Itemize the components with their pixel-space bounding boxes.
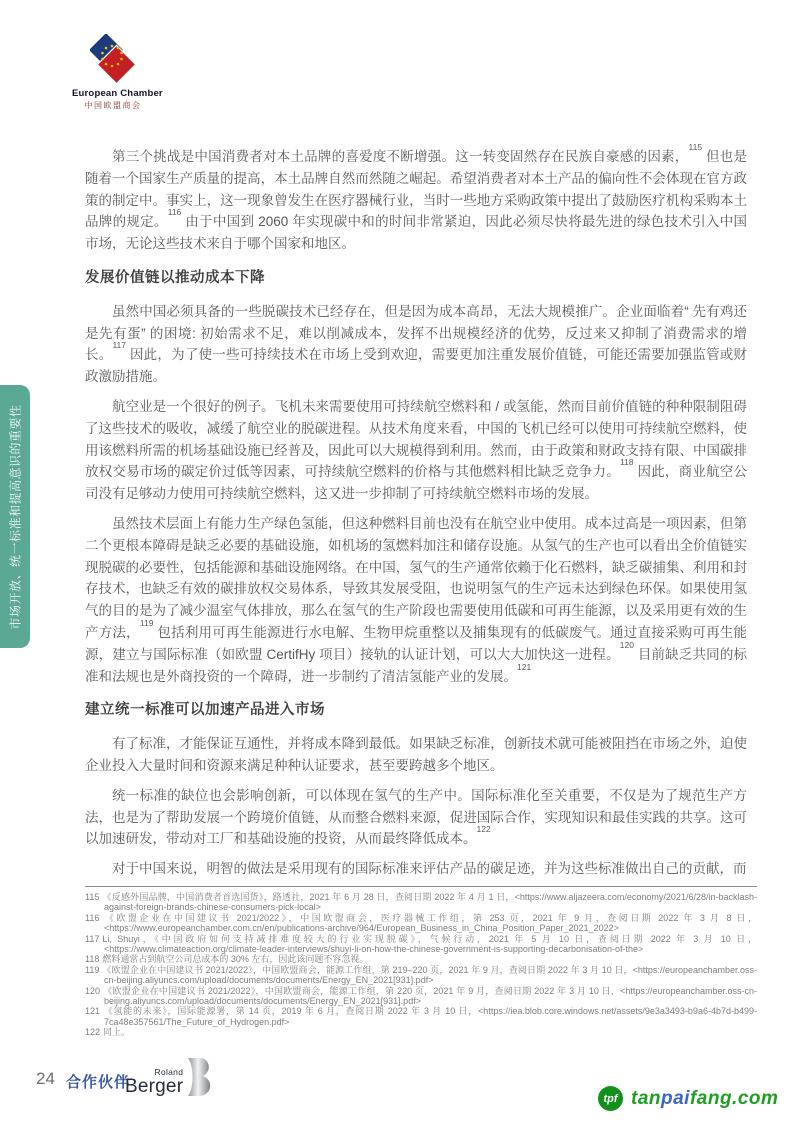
roland-berger-logo: [125, 1057, 216, 1097]
section-heading: 建立统一标准可以加速产品进入市场: [85, 702, 325, 719]
footnote-number: 118: [85, 954, 100, 965]
paragraph: 第三个挑战是中国消费者对本土品牌的喜爱度不断增强。这一转变固然存在民族自豪感的因素，$^{115}$ 但也是随着一个国家生产质量的提高，本土品牌自然而然随之崛起。希望消费者对本土产品的偏向性不会体现在官方政策的制定中。事实上，这一现象曾发生在医疗器械行业，当时一些地方采购政策中提出了鼓励医疗机构采购本土品牌的规定。$^{116}$ 由于中国到 2060 年实现碳中和的时间非常紧迫，因此必须尽快将最先进的绿色技术引入中国市场，无论这些技术来自于哪个国家和地区。: [85, 142, 747, 252]
section-heading: 发展价值链以推动成本下降: [85, 269, 265, 286]
wm-part: fang.com: [689, 1087, 779, 1109]
body-content: [85, 142, 748, 880]
footnote-text: Li, Shuyi，《中国政府如何支持减排难度较大的行业实现脱碳》，气候行动，2021 年 5 月 10 日，查阅日期 2022 年 3 月 10 日，<https://www.climateaction.org/climate-leader-interviews/shuyi-li-on-how-the-chinese-government-is-supporting-decarbonisation-of-the>: [102, 933, 757, 955]
footnote: [85, 913, 757, 934]
footnote: [85, 934, 757, 955]
footnote-number: 115: [85, 892, 100, 902]
tanpaifang-text: [631, 1088, 778, 1110]
paragraph: 虽然技术层面上有能力生产绿色氢能，但这种燃料目前也没有在航空业中使用。成本过高是一项因素，但第二个更根本障碍是缺乏必要的基础设施，如机场的氢燃料加注和储存设施。从氢气的生产也可以看出全价值链实现脱碳的必要性，包括能源和基础设施网络。在中国，氢气的生产通常依赖于化石燃料，缺乏碳捕集、利用和封存技术，也缺乏有效的碳排放权交易体系，导致其发展受阻，也说明氢气的生产远未达到绿色环保。如果使用氢气的目的是为了减少温室气体排放，那么在氢气的生产阶段也需要使用低碳和可再生能源，以及采用更有效的生产方法，$^{119}$ 包括利用可再生能源进行水电解、生物甲烷重整以及捕集现有的低碳废气。通过直接采购可再生能源，建立与国际标准（如欧盟 CertifHy 项目）接轨的认证计划，可以大大加快这一进程。$^{120}$ 目前缺乏共同的标准和法规也是外商投资的一个障碍，进一步制约了清洁氢能产业的发展。$^{121}$: [85, 515, 748, 684]
footnote-number: 121: [85, 1006, 101, 1017]
paragraph: 统一标准的缺位也会影响创新，可以体现在氢气的生产中。国际标准化至关重要，不仅是为了规范生产方法，也是为了帮助发展一个跨境价值链，从而整合燃料来源，促进国际合作，实现知识和最佳实践的共享。这可以加速研发，带动对工厂和基础设施的投资，从而最终降低成本。$^{122}$: [85, 787, 747, 847]
footnote: [85, 965, 757, 986]
tanpaifang-icon: tpf: [598, 1086, 623, 1111]
chapter-side-tab: [0, 385, 30, 648]
footnote-text: 同上。: [103, 1027, 131, 1038]
footnotes: [85, 886, 757, 1038]
footnote-text: 《欧盟企业在中国建议书 2021/2022》，中国欧盟商会，能源工作组，第 219–220 页，2021 年 9 月，查阅日期 2022 年 3 月 10 日，<https://europeanchamber.oss-cn-beijing.aliyuncs.com/upload/documents/documents/Energy_EN_2021[931].pdf>: [102, 964, 757, 986]
roland-berger-bottom-text: Berger: [125, 1076, 184, 1097]
wm-part: pai: [661, 1087, 690, 1109]
roland-berger-b-icon: [186, 1057, 216, 1097]
footnote: [85, 954, 757, 964]
page-number: 24: [36, 1069, 55, 1088]
chapter-side-tab-label: 市场开放、统一标准和提高意识的重要性: [8, 403, 23, 630]
wm-part: tan: [631, 1087, 661, 1109]
footnote-text: 《欧盟企业在中国建议书 2021/2022》，中国欧盟商会，医疗器械工作组，第 253 页，2021 年 9 月，查阅日期 2022 年 3 月 8 日，<https://www.europeanchamber.com.cn/en/publications-archive/964/European_Business_in_China_Position_Paper_2021_2022>: [102, 912, 757, 934]
footnote: [85, 1006, 757, 1027]
footnote-text: 《氢能的未来》，国际能源署，第 14 页，2019 年 6 月，查阅日期 2022 年 3 月 10 日，<https://iea.blob.core.windows.net/assets/9e3a3493-b9a6-4b7d-b499-7ca48e357561/The_Future_of_Hydrogen.pdf>: [103, 1006, 757, 1027]
footnote: [85, 986, 757, 1007]
footnote-text: 《反感外国品牌，中国消费者首选国货》，路透社，2021 年 6 月 28 日，查阅日期 2022 年 4 月 1 日，<https://www.aljazeera.com/economy/2021/6/28/in-backlash-against-foreign-brands-chinese-consumers-pick-local>: [102, 892, 757, 913]
chamber-diamonds-icon: [90, 34, 136, 86]
paragraph: 虽然中国必须具备的一些脱碳技术已经存在，但是因为成本高昂，无法大规模推广。企业面临着“ 先有鸡还是先有蛋” 的困境: 初始需求不足，难以削减成本，发挥不出规模经济的优势，反过来又抑制了消费需求的增长。$^{117}$ 因此，为了使一些可持续技术在市场上受到欢迎，需要更加注重发展价值链，可能还需要加强监管或财政激励措施。: [85, 303, 748, 385]
footnote-number: 117: [85, 933, 100, 944]
tanpaifang-watermark[interactable]: [598, 1086, 778, 1111]
footnote-text: 《欧盟企业在中国建议书 2021/2022》，中国欧盟商会，能源工作组，第 220 页，2021 年 9 月，查阅日期 2022 年 3 月 10 日，<https://europeanchamber.oss-cn-beijing.aliyuncs.com/upload/documents/documents/Energy_EN_2021[931].pdf>: [103, 985, 757, 1007]
footnote-number: 119: [85, 964, 100, 975]
paragraph: 对于中国来说，明智的做法是采用现有的国际标准来评估产品的碳足迹，并为这些标准做出自己的贡献，而: [112, 861, 747, 877]
paragraph: 有了标准，才能保证互通性，并将成本降到最低。如果缺乏标准，创新技术就可能被阻挡在市场之外，迫使企业投入大量时间和资源来满足种种认证要求，甚至要跨越多个地区。: [85, 736, 747, 773]
footnote: [85, 1027, 757, 1037]
paragraph: 航空业是一个很好的例子。飞机未来需要使用可持续航空燃料和 / 或氢能，然而目前价值链的种种限制阻碍了这些技术的吸收，减缓了航空业的脱碳进程。从技术角度来看，中国的飞机已经可以使用可持续航空燃料，使用该燃料所需的机场基础设施已经普及，因此可以大规模得到利用。然而，由于政策和财政支持有限、中国碳排放权交易市场的碳定价过低等因素，可持续航空燃料的价格与其他燃料相比缺乏竞争力。$^{118}$ 因此，商业航空公司没有足够动力使用可持续航空燃料，这又进一步抑制了可持续航空燃料市场的发展。: [85, 398, 747, 502]
logo-subtitle: 中国欧盟商会: [84, 101, 142, 110]
european-chamber-logo: [72, 34, 163, 111]
footnote-text: 燃料通常占到航空公司总成本的 30% 左右，因此该问题不容忽视。: [102, 954, 369, 965]
footnote: [85, 892, 757, 913]
partner-label: 合作伙伴: [66, 1074, 131, 1091]
roland-berger-top-text: Roland: [154, 1067, 184, 1077]
footnote-number: 120: [85, 985, 101, 996]
footnote-number: 116: [85, 912, 100, 923]
logo-title: European Chamber: [72, 88, 163, 99]
footnote-number: 122: [85, 1027, 101, 1038]
